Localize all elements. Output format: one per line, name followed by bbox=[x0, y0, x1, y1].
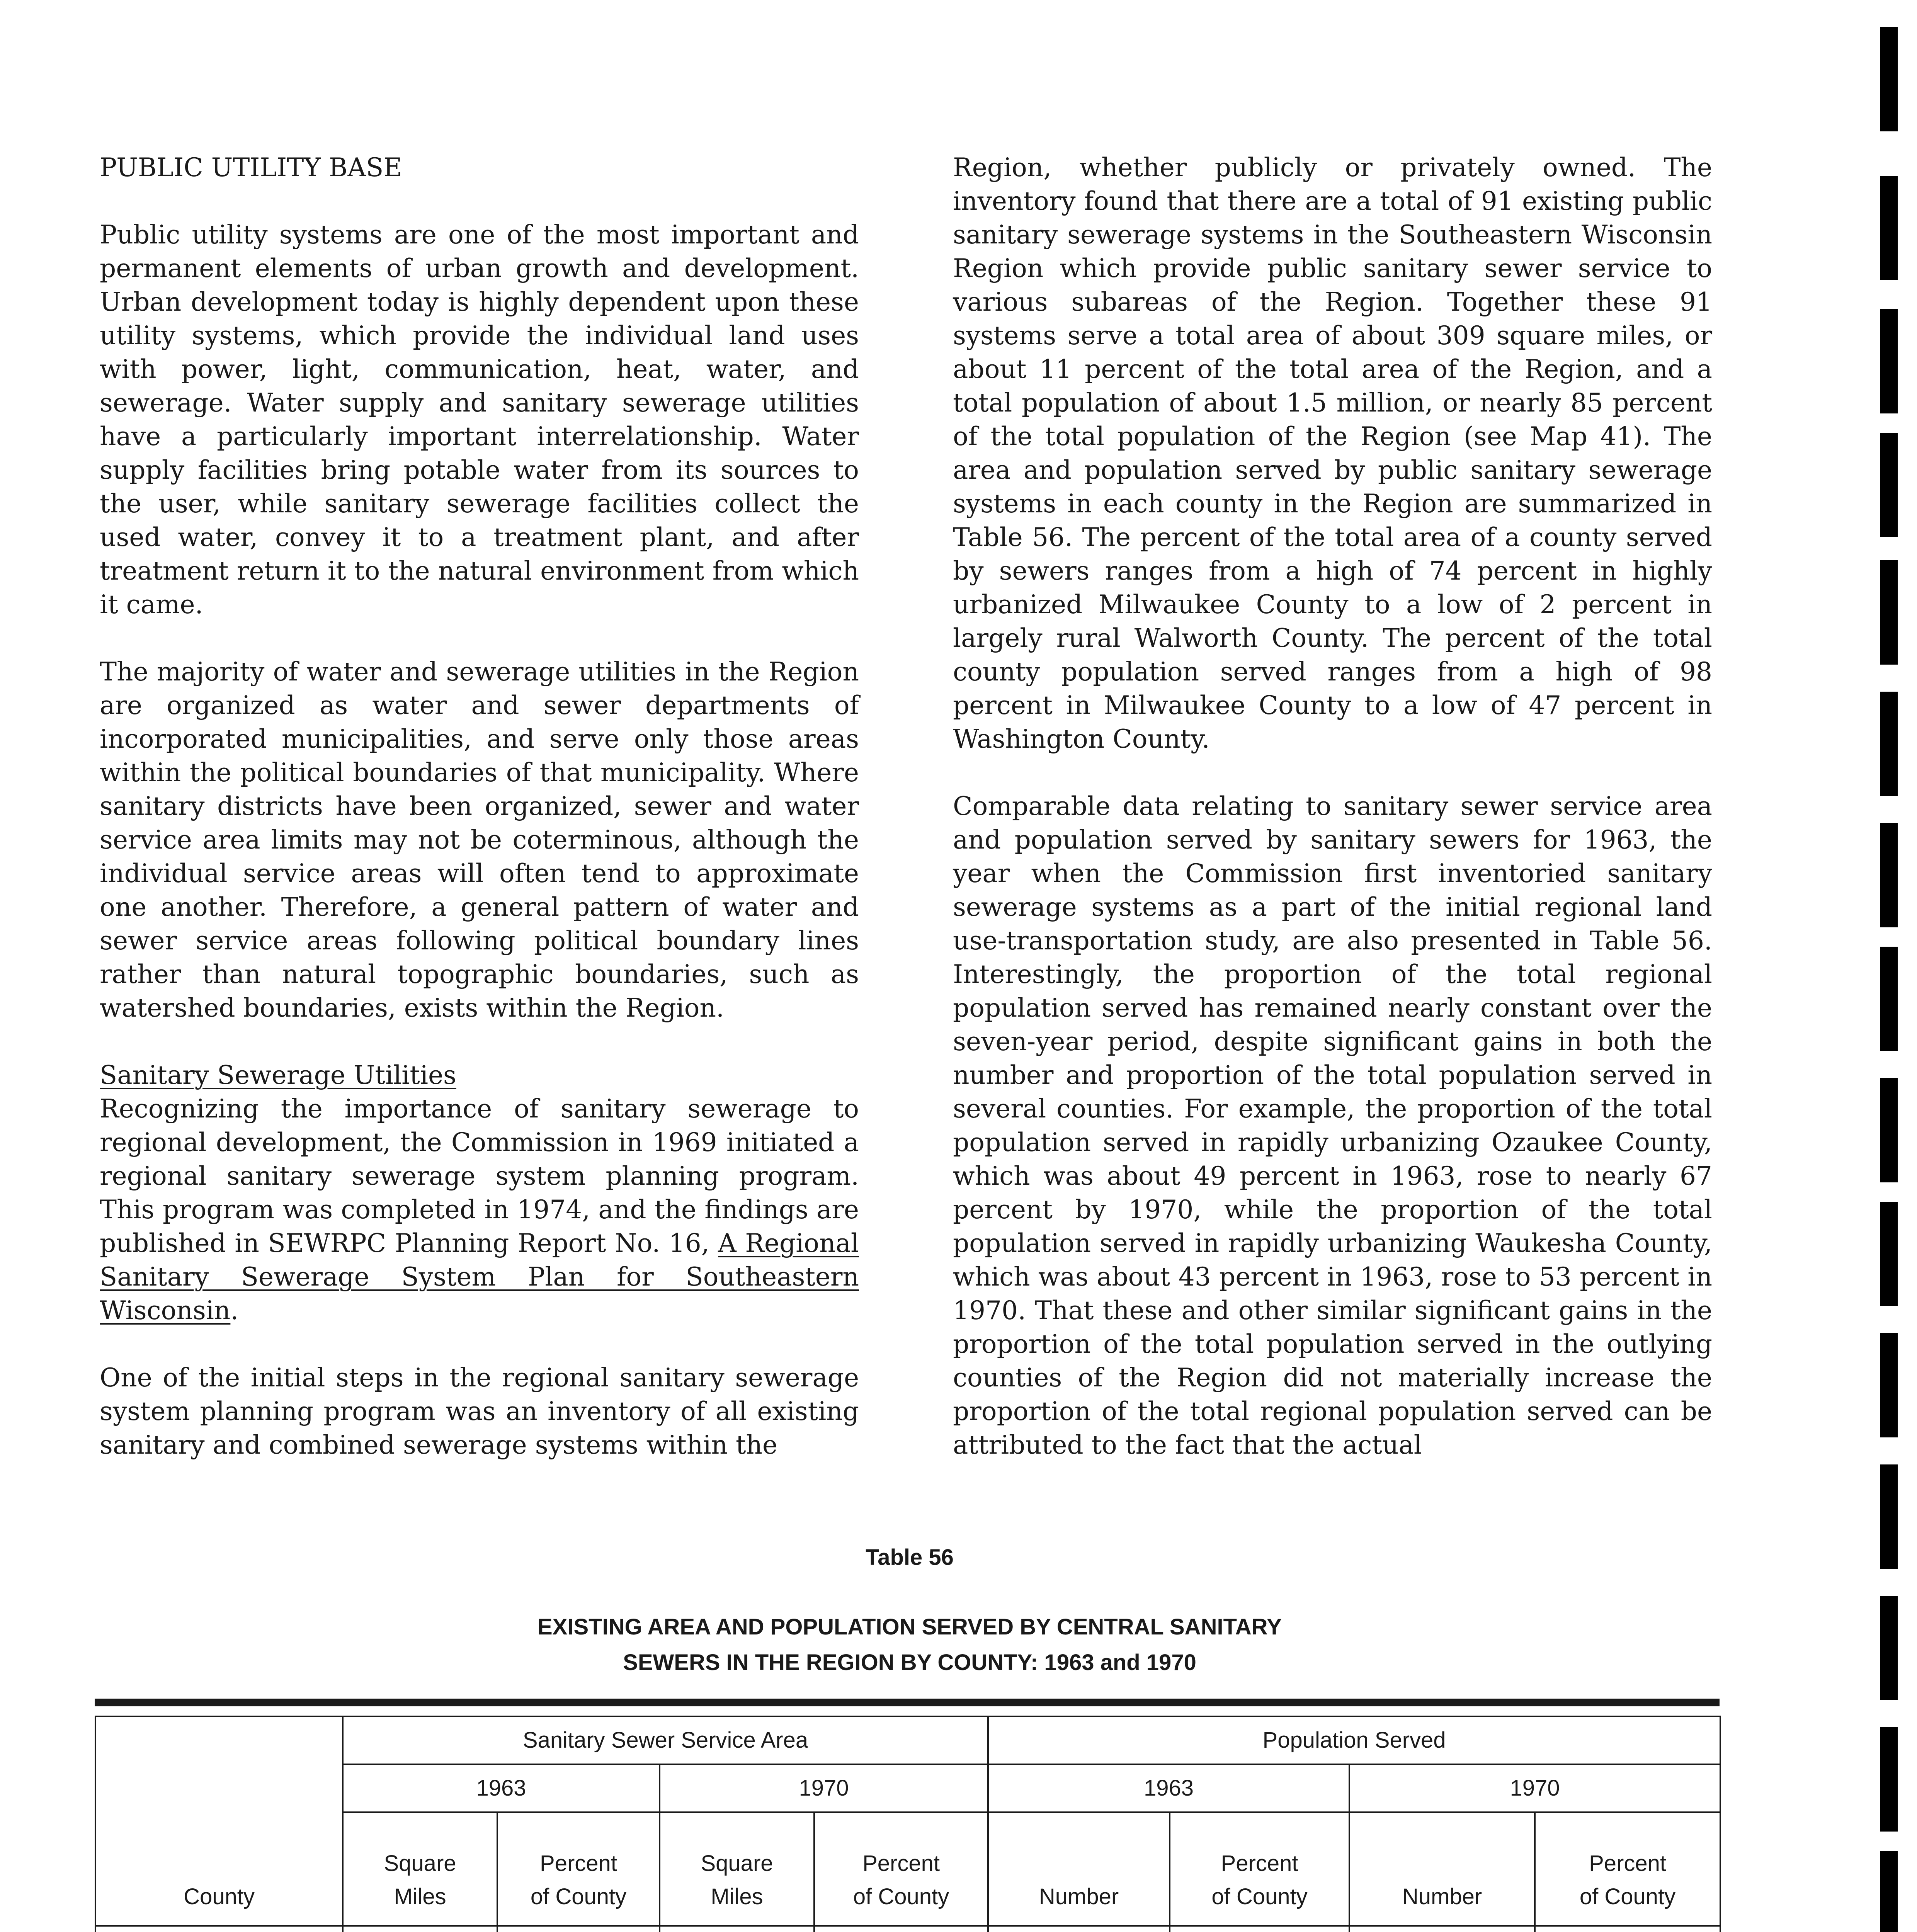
year-header: 1963 bbox=[988, 1764, 1349, 1812]
header-line: Miles bbox=[394, 1884, 446, 1909]
scan-margin-mark bbox=[1880, 1333, 1898, 1437]
report-title: A Regional Sanitary Sewerage System Plan for Southeastern Wisconsin bbox=[100, 1228, 859, 1325]
right-text-column bbox=[953, 151, 1712, 1462]
value-cell bbox=[1170, 1926, 1349, 1932]
scan-margin-mark bbox=[1880, 1078, 1898, 1182]
paragraph: The majority of water and sewerage utilities in the Region are organized as water and sewer departments of incorporated municipalities, and serve only those areas within the political boundaries of that municipality. Where sanitary districts have been organized, sewer and water service area limits may not be coterminous, although the individual service areas will often tend to approximate one another. Therefore, a general pattern of water and sewer service areas following political boundary lines rather than natural topographic boundaries, such as watershed boundaries, exists within the Region. bbox=[100, 657, 859, 1023]
county-cell bbox=[95, 1926, 343, 1932]
square-miles-header bbox=[343, 1812, 497, 1926]
percent-header bbox=[814, 1812, 988, 1926]
scan-margin-mark bbox=[1880, 1202, 1898, 1306]
year-header: 1970 bbox=[1349, 1764, 1720, 1812]
table-number: Table 56 bbox=[866, 1545, 954, 1570]
population-group-header: Population Served bbox=[988, 1716, 1720, 1764]
scan-margin-mark bbox=[1880, 433, 1898, 537]
number-header: Number bbox=[1349, 1812, 1535, 1926]
header-line: Miles bbox=[711, 1884, 763, 1909]
subsection-heading-text: Sanitary Sewerage Utilities bbox=[100, 1060, 456, 1090]
header-line: Square bbox=[701, 1851, 773, 1876]
scan-margin-mark bbox=[1880, 560, 1898, 665]
area-group-header: Sanitary Sewer Service Area bbox=[343, 1716, 988, 1764]
value-cell bbox=[343, 1926, 497, 1932]
county-header: County bbox=[95, 1716, 343, 1926]
table-top-rule bbox=[95, 1699, 1720, 1706]
scan-margin-mark bbox=[1880, 1464, 1898, 1569]
paragraph: One of the initial steps in the regional sanitary sewerage system planning program was an inventory of all existing sanitary and combined sewerage systems within the bbox=[100, 1363, 859, 1460]
table-row bbox=[95, 1926, 1720, 1932]
percent-header bbox=[497, 1812, 660, 1926]
paragraph-text: Recognizing the importance of sanitary sewerage to regional development, the Commission in 1969 initiated a regional sanitary sewerage system planning program. This program was completed in 1974, and the findings are published in SEWRPC Planning Report No. 16, bbox=[100, 1094, 859, 1258]
scan-margin-mark bbox=[1880, 27, 1898, 131]
paragraph: Public utility systems are one of the most important and permanent elements of urban growth and development. Urban development today is highly dependent upon these utility systems, which provide the individual land uses with power, light, communication, heat, water, and sewerage. Water supply and sanitary sewerage utilities have a particularly important interrelationship. Water supply facilities bring potable water from its sources to the user, while sanitary sewerage facilities collect the used water, convey it to a treatment plant, and after treatment return it to the natural environment from which it came. bbox=[100, 220, 859, 619]
header-line: Percent bbox=[862, 1851, 940, 1876]
section-heading: PUBLIC UTILITY BASE bbox=[100, 153, 402, 182]
header-line: of County bbox=[530, 1884, 627, 1909]
header-line: Percent bbox=[540, 1851, 617, 1876]
subsection-heading bbox=[100, 1058, 859, 1092]
scan-margin-mark bbox=[1880, 309, 1898, 413]
header-line: of County bbox=[1579, 1884, 1676, 1909]
percent-header bbox=[1170, 1812, 1349, 1926]
table-title-line: EXISTING AREA AND POPULATION SERVED BY CENTRAL SANITARY bbox=[537, 1614, 1282, 1639]
data-table bbox=[95, 1716, 1721, 1932]
scan-margin-mark bbox=[1880, 1851, 1898, 1932]
scan-margin-mark bbox=[1880, 176, 1898, 280]
value-cell bbox=[988, 1926, 1170, 1932]
table-title-line: SEWERS IN THE REGION BY COUNTY: 1963 and 1970 bbox=[623, 1650, 1196, 1675]
header-line: Percent bbox=[1221, 1851, 1298, 1876]
scan-margin-mark bbox=[1880, 823, 1898, 927]
paragraph: Comparable data relating to sanitary sewer service area and population served by sanitary sewers for 1963, the year when the Commission first inventoried sanitary sewerage systems as a part of the initial regional land use-transportation study, are also presented in Table 56. Interestingly, the proportion of the total regional population served has remained nearly constant over the seven-year period, despite significant gains in both the number and proportion of the total population served in several counties. For example, the proportion of the total population served in rapidly urbanizing Ozaukee County, which was about 49 percent in 1963, rose to nearly 67 percent by 1970, while the proportion of the total population served in rapidly urbanizing Waukesha County, which was about 43 percent in 1963, rose to 53 percent in 1970. That these and other similar significant gains in the proportion of the total population served in the outlying counties of the Region did not materially increase the proportion of the total regional population served can be attributed to the fact that the actual bbox=[953, 791, 1712, 1460]
number-header: Number bbox=[988, 1812, 1170, 1926]
paragraph bbox=[100, 1092, 859, 1327]
value-cell bbox=[1349, 1926, 1535, 1932]
percent-header bbox=[1535, 1812, 1720, 1926]
header-line: Square bbox=[384, 1851, 456, 1876]
header-line: of County bbox=[853, 1884, 949, 1909]
paragraph: Region, whether publicly or privately owned. The inventory found that there are a total of 91 existing public sanitary sewerage systems in the Southeastern Wisconsin Region which provide public sanitary sewer service to various subareas of the Region. Together these 91 systems serve a total area of about 309 square miles, or about 11 percent of the total area of the Region, and a total population of about 1.5 million, or nearly 85 percent of the total population of the Region (see Map 41). The area and population served by public sanitary sewerage systems in each county in the Region are summarized in Table 56. The percent of the total area of a county served by sewers ranges from a high of 74 percent in highly urbanized Milwaukee County to a low of 2 percent in largely rural Walworth County. The percent of the total county population served ranges from a high of 98 percent in Milwaukee County to a low of 47 percent in Washington County. bbox=[953, 153, 1712, 754]
header-line: Percent bbox=[1589, 1851, 1666, 1876]
value-cell bbox=[660, 1926, 814, 1932]
scan-margin-mark bbox=[1880, 1596, 1898, 1700]
header-line: of County bbox=[1211, 1884, 1308, 1909]
left-text-column bbox=[100, 151, 859, 1462]
value-cell bbox=[497, 1926, 660, 1932]
square-miles-header bbox=[660, 1812, 814, 1926]
scan-margin-mark bbox=[1880, 1727, 1898, 1832]
scan-margin-mark bbox=[1880, 692, 1898, 796]
table-title bbox=[100, 1609, 1720, 1680]
scan-margin-mark bbox=[1880, 947, 1898, 1051]
paragraph-text: . bbox=[230, 1296, 239, 1325]
year-header: 1963 bbox=[343, 1764, 660, 1812]
value-cell bbox=[814, 1926, 988, 1932]
year-header: 1970 bbox=[660, 1764, 988, 1812]
value-cell bbox=[1535, 1926, 1720, 1932]
